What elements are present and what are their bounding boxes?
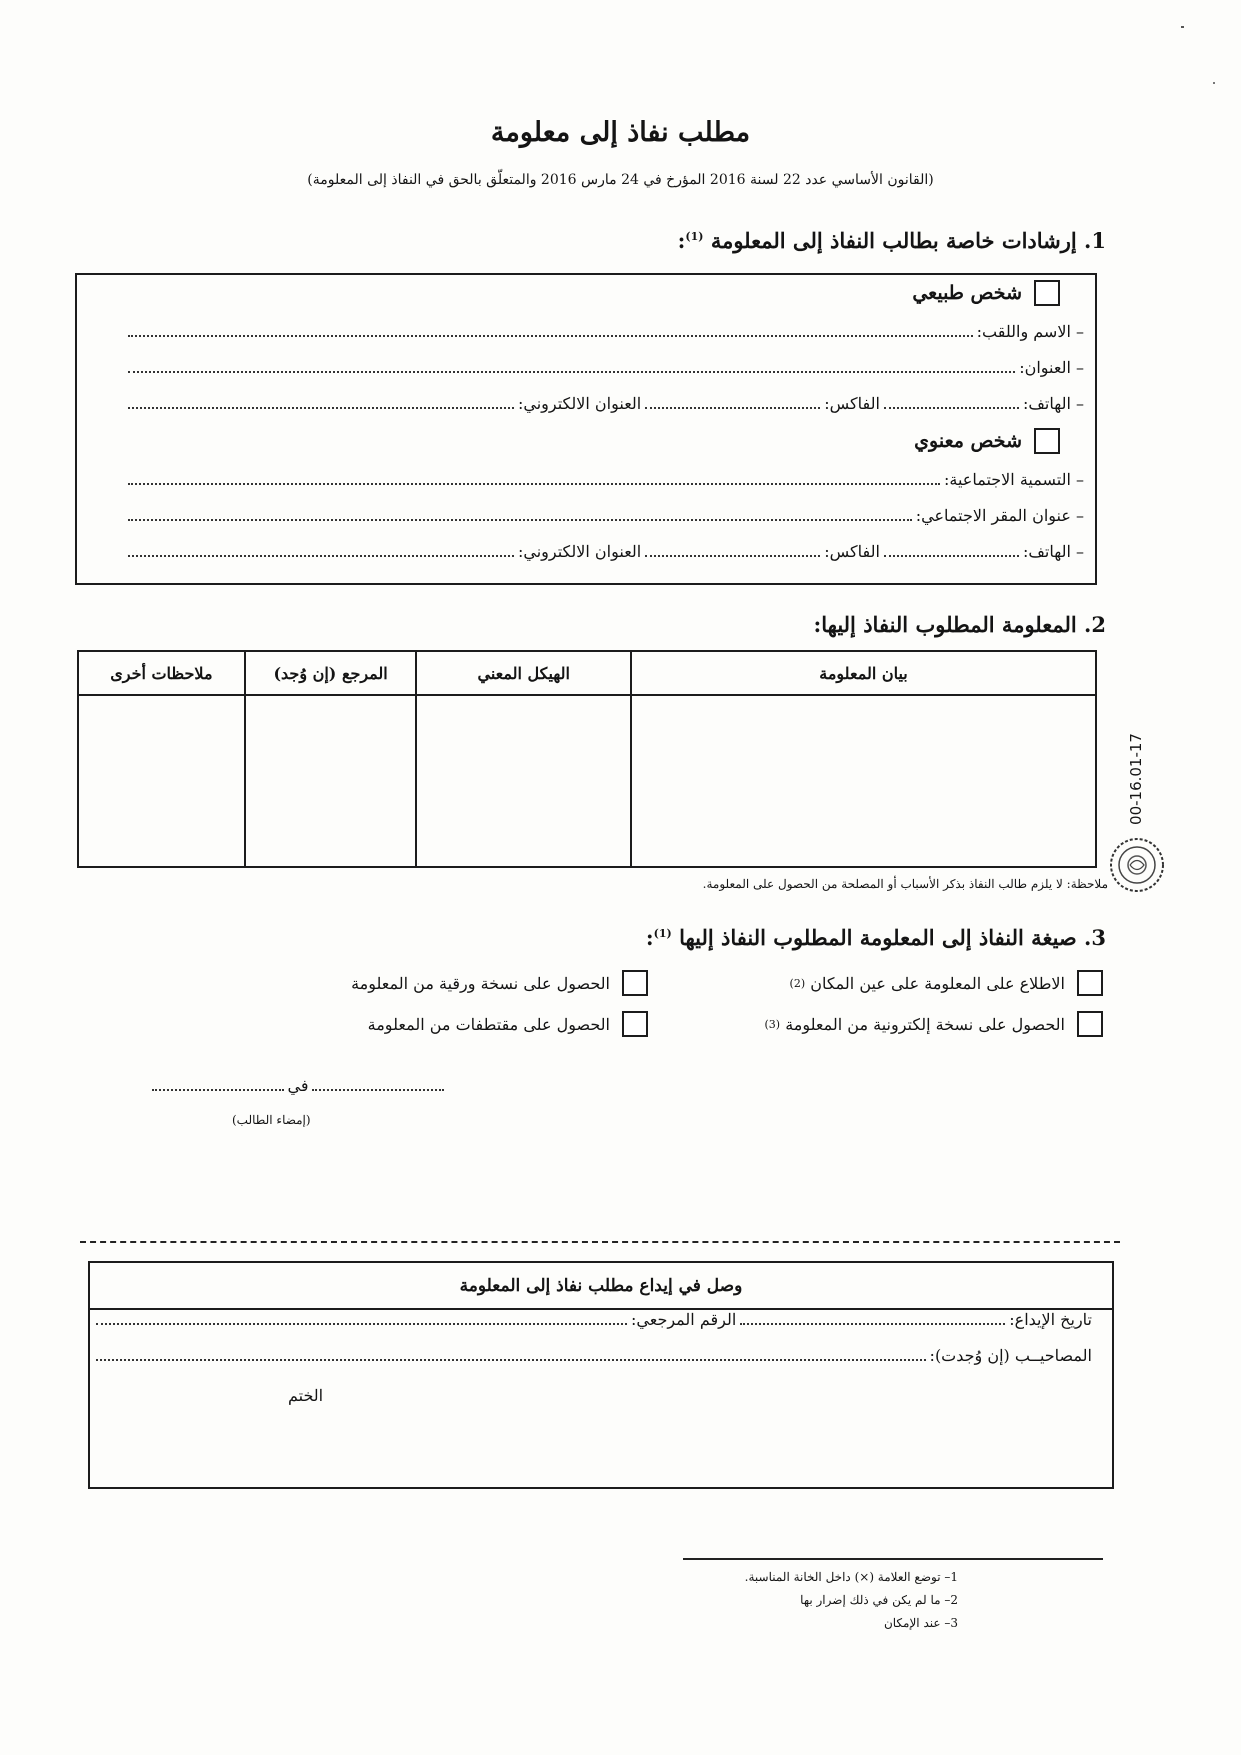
- excerpts-option[interactable]: [368, 1011, 648, 1037]
- footnote-ref: (1): [653, 927, 672, 940]
- electronic-checkbox[interactable]: [1077, 1011, 1103, 1037]
- natural-person-checkbox[interactable]: [1034, 280, 1060, 306]
- heading-colon: :: [645, 925, 654, 950]
- footnote-separator: [683, 1558, 1103, 1560]
- attachments-row: [92, 1346, 1092, 1365]
- footnote-ref: (1): [685, 230, 704, 243]
- date-field[interactable]: [152, 1088, 284, 1091]
- legal-email-field-label: العنوان الالكتروني:: [517, 542, 642, 561]
- section2-note: ملاحظة: لا يلزم طالب النفاذ بذكر الأسباب أو المصلحة من الحصول على المعلومة.: [702, 877, 1108, 891]
- footnote-ref: (2): [789, 976, 806, 990]
- natural-person-label: شخص طبيعي: [912, 282, 1022, 304]
- phone-field[interactable]: [884, 406, 1019, 409]
- official-stamp: [1108, 836, 1166, 894]
- contact-field-row: [124, 394, 1084, 413]
- deposit-date-label: تاريخ الإيداع:: [1009, 1310, 1092, 1329]
- section2-heading: 2. المعلومة المطلوب النفاذ إليها:: [813, 612, 1106, 637]
- email-field-label: العنوان الالكتروني:: [517, 394, 642, 413]
- receipt-date-row: [92, 1310, 1092, 1329]
- col-other-notes: ملاحظات أخرى: [78, 651, 245, 695]
- info-table-row: [78, 695, 1096, 867]
- info-table-wrap: [77, 650, 1097, 868]
- legal-fax-field[interactable]: [645, 554, 820, 557]
- col-concerned-body: الهيكل المعني: [416, 651, 631, 695]
- electronic-label: الحصول على نسخة إلكترونية من المعلومة: [785, 1014, 1065, 1034]
- excerpts-checkbox[interactable]: [622, 1011, 648, 1037]
- deposit-date-field[interactable]: [740, 1322, 1005, 1325]
- company-name-field-label: – التسمية الاجتماعية:: [943, 470, 1084, 489]
- place-field[interactable]: [312, 1088, 444, 1091]
- hq-address-field[interactable]: [128, 518, 912, 521]
- place-date-label: في: [287, 1076, 309, 1095]
- signature-label: (إمضاء الطالب): [232, 1113, 311, 1127]
- footnote-3: 3– عند الإمكان: [883, 1616, 958, 1630]
- company-name-field-row: [124, 470, 1084, 489]
- paper-label: الحصول على نسخة ورقية من المعلومة: [351, 973, 610, 993]
- address-field-label: – العنوان:: [1019, 358, 1084, 377]
- receipt-title: وصل في إيداع مطلب نفاذ إلى المعلومة: [90, 1263, 1112, 1310]
- fax-field[interactable]: [645, 406, 820, 409]
- electronic-option[interactable]: [765, 1011, 1104, 1037]
- hq-address-field-label: – عنوان المقر الاجتماعي:: [915, 506, 1084, 525]
- company-name-field[interactable]: [128, 482, 940, 485]
- form-code-wrap: [1086, 733, 1186, 825]
- scan-speck: [1213, 82, 1215, 84]
- signature-place-date-row: [148, 1076, 448, 1095]
- legal-phone-field[interactable]: [884, 554, 1019, 557]
- footnote-2: 2– ما لم يكن في ذلك إضرار بها: [800, 1593, 958, 1607]
- info-description-cell[interactable]: [631, 695, 1096, 867]
- fax-field-label: الفاكس:: [824, 394, 880, 413]
- stamp-seal-icon: [1108, 836, 1166, 894]
- paper-option[interactable]: [351, 970, 648, 996]
- footnote-1: 1– توضع العلامة (×) داخل الخانة المناسبة.: [744, 1570, 958, 1584]
- legal-person-checkbox[interactable]: [1034, 428, 1060, 454]
- email-field[interactable]: [128, 406, 514, 409]
- reference-number-label: الرقم المرجعي:: [631, 1310, 737, 1329]
- attachments-field[interactable]: [96, 1358, 926, 1361]
- legal-email-field[interactable]: [128, 554, 514, 557]
- seal-label: الختم: [288, 1386, 324, 1405]
- address-field-row: [124, 358, 1084, 377]
- excerpts-label: الحصول على مقتطفات من المعلومة: [367, 1014, 610, 1034]
- phone-field-label: – الهاتف:: [1022, 394, 1084, 413]
- section1-heading-text: 1. إرشادات خاصة بطالب النفاذ إلى المعلومة: [710, 228, 1106, 253]
- legal-phone-field-label: – الهاتف:: [1022, 542, 1084, 561]
- col-info-description: بيان المعلومة: [631, 651, 1096, 695]
- onsite-option[interactable]: [790, 970, 1103, 996]
- name-field-label: – الاسم واللقب:: [976, 322, 1084, 341]
- receipt-box: [88, 1261, 1114, 1489]
- legal-contact-field-row: [124, 542, 1084, 561]
- page-title: مطلب نفاذ إلى معلومة: [490, 117, 751, 148]
- col-reference: المرجع (إن وُجد): [245, 651, 417, 695]
- onsite-checkbox[interactable]: [1077, 970, 1103, 996]
- name-field[interactable]: [128, 334, 973, 337]
- cut-line: [80, 1241, 1120, 1243]
- onsite-label: الاطلاع على المعلومة على عين المكان: [810, 973, 1065, 993]
- natural-person-option[interactable]: [912, 280, 1060, 306]
- section3-heading-text: 3. صيغة النفاذ إلى المعلومة المطلوب النفاذ إليها: [679, 925, 1106, 950]
- reference-cell[interactable]: [245, 695, 417, 867]
- form-code: 00-16.01-17: [1126, 733, 1145, 825]
- address-field[interactable]: [128, 370, 1015, 373]
- info-table-header: [78, 651, 1096, 695]
- paper-checkbox[interactable]: [622, 970, 648, 996]
- name-field-row: [124, 322, 1084, 341]
- hq-address-field-row: [124, 506, 1084, 525]
- legal-fax-field-label: الفاكس:: [824, 542, 880, 561]
- legal-person-option[interactable]: [914, 428, 1060, 454]
- scan-speck: [1181, 26, 1184, 28]
- heading-colon: :: [677, 228, 686, 253]
- section1-heading: [678, 228, 1106, 253]
- legal-person-label: شخص معنوي: [914, 430, 1022, 452]
- reference-number-field[interactable]: [96, 1322, 627, 1325]
- page-subtitle: (القانون الأساسي عدد 22 لسنة 2016 المؤرخ في 24 مارس 2016 والمتعلّق بالحق في النفاذ إلى المعلومة): [307, 172, 934, 188]
- concerned-body-cell[interactable]: [416, 695, 631, 867]
- footnote-ref: (3): [764, 1017, 781, 1031]
- other-notes-cell[interactable]: [78, 695, 245, 867]
- info-table: [77, 650, 1097, 868]
- section3-heading: [646, 925, 1106, 950]
- attachments-label: المصاحيــب (إن وُجدت):: [929, 1346, 1092, 1365]
